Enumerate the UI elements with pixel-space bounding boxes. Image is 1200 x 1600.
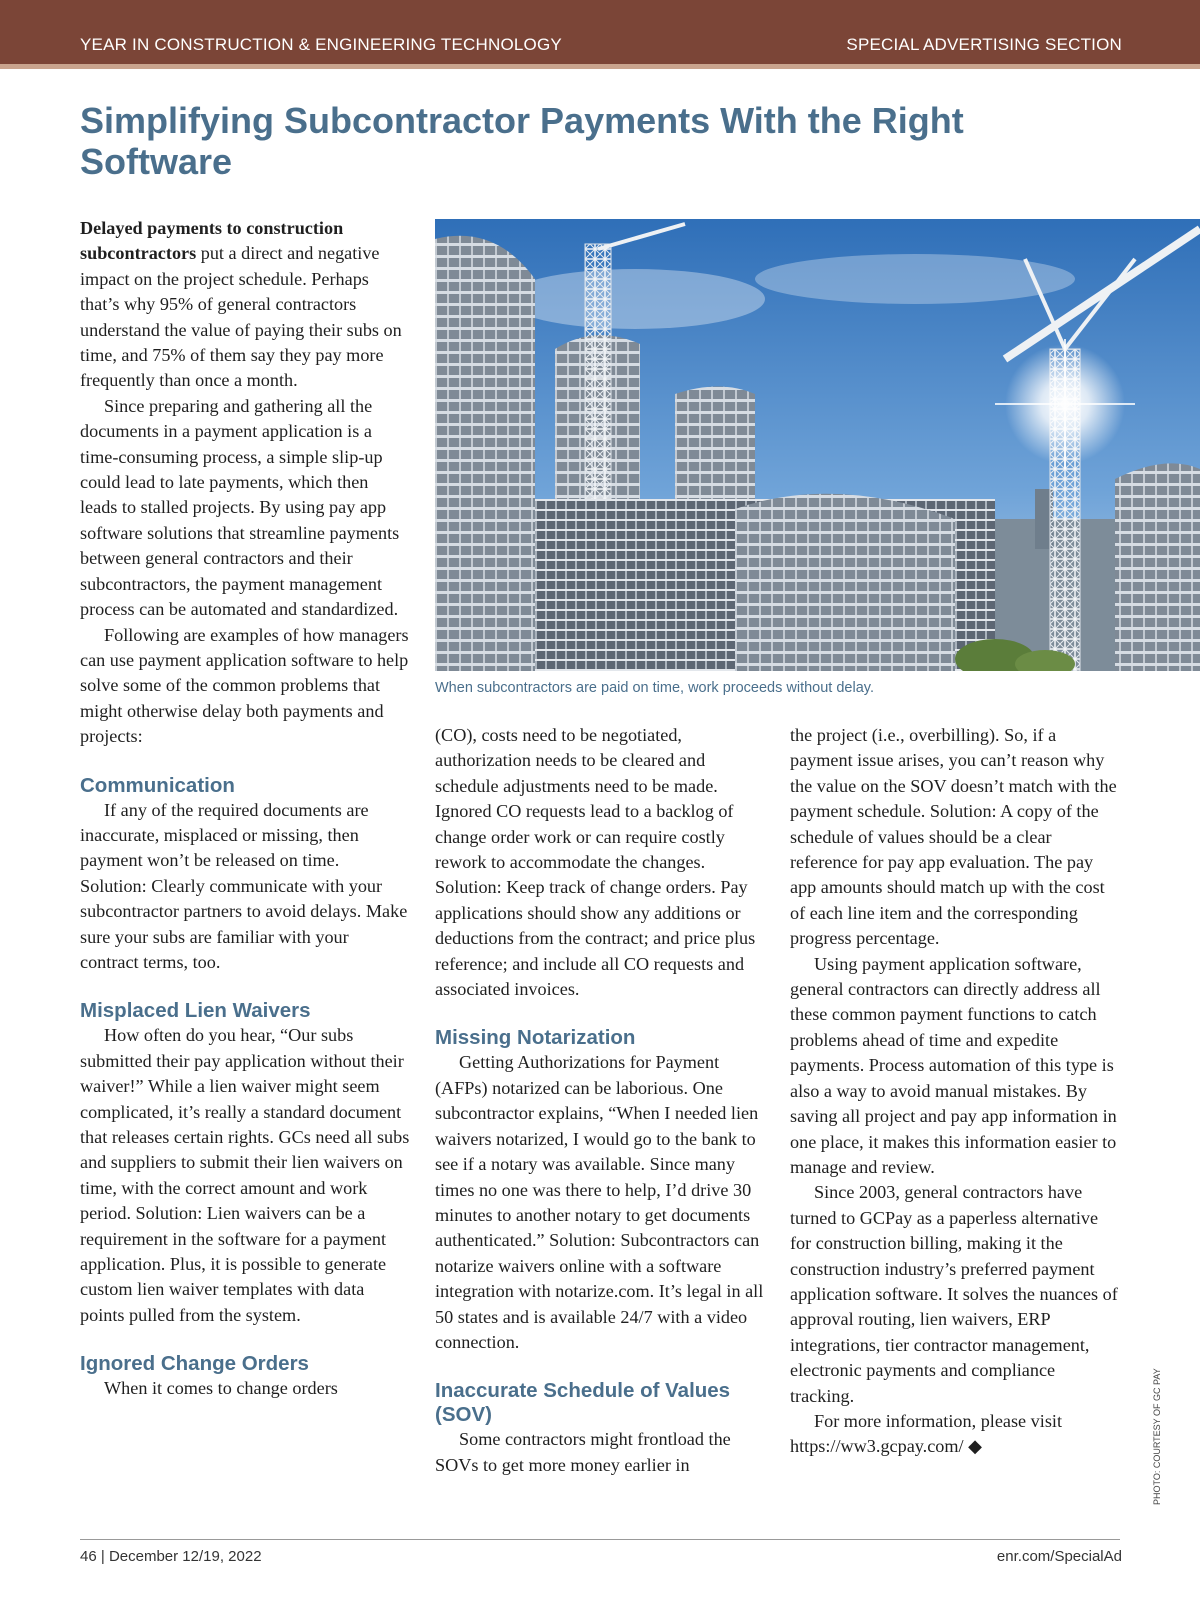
article-title: Simplifying Subcontractor Payments With the Right Software (80, 100, 964, 182)
closing-link-paragraph: For more information, please visit https://ww3.gcpay.com/ ◆ (790, 1410, 1063, 1457)
body-paragraph: the project (i.e., overbilling). So, if a payment issue arises, you can’t reason why the value on the SOV doesn’t match with the payment schedule. Solution: A copy of the schedule of values should be a clear reference for pay app evaluation. The pay app amounts should match up with the cost of each line item and the corresponding progress percentage. (790, 725, 1117, 949)
section-title: YEAR IN CONSTRUCTION & ENGINEERING TECHNOLOGY (80, 35, 562, 54)
subheading-notarization: Missing Notarization (435, 1026, 636, 1050)
subheading-schedule-of-values: Inaccurate Schedule of Values (SOV) (435, 1379, 731, 1427)
article-column-1 (80, 216, 410, 1402)
lead-paragraph (80, 216, 410, 394)
body-paragraph: Using payment application software, general contractors can directly address all these common payment functions to catch problems ahead of time and expedite payments. Process automation of this type is also a way to avoid manual mistakes. By saving all project and pay app information in one place, it makes this information easier to manage and review. (790, 953, 1117, 1177)
page-number: 46 (80, 1548, 97, 1565)
body-paragraph: Since 2003, general contractors have turned to GCPay as a paperless alternative for construction billing, making it the construction industry’s preferred payment application software. It solves the nuances of approval routing, lien waivers, ERP integrations, tier contractor management, electronic payments and compliance tracking. (790, 1182, 1118, 1406)
body-paragraph: Following are examples of how managers can use payment application software to help solve some of the common problems that might otherwise delay both payments and projects: (80, 624, 409, 747)
photo-caption: When subcontractors are paid on time, work proceeds without delay. (435, 680, 874, 696)
body-paragraph: How often do you hear, “Our subs submitted their pay application without their waiver!” While a lien waiver might seem complicated, it’s really a standard document that releases certain rights. GCs need all subs and suppliers to submit their lien waivers on time, with the correct amount and work period. Solution: Lien waivers can be a requirement in the software for a payment application. Plus, it is possible to generate custom lien waiver templates with data points pulled from the system. (80, 1025, 410, 1325)
body-paragraph: If any of the required documents are inaccurate, misplaced or missing, then payment won’t be released on time. Solution: Clearly communicate with your subcontractor partners to avoid delays. Make sure your subs are familiar with your contract terms, too. (80, 799, 408, 972)
body-paragraph: Getting Authorizations for Payment (AFPs) notarized can be laborious. One subcontractor explains, “When I needed lien waivers notarized, I would go to the bank to see if a notary was available. Since many times no one was there to help, I’d drive 30 minutes to another notary to get documents authenticated.” Solution: Subcontractors can notarize waivers online with a software integration with notarize.com. It’s legal in all 50 states and is available 24/7 with a video connection. (435, 1052, 764, 1352)
article-column-3 (790, 723, 1122, 1460)
construction-photo (435, 219, 1200, 671)
site-url: enr.com/SpecialAd (996, 1548, 1122, 1565)
photo-credit: PHOTO: COURTESY OF GC PAY (1152, 1368, 1162, 1505)
subheading-communication: Communication (80, 773, 235, 797)
advertising-label: SPECIAL ADVERTISING SECTION (846, 35, 1122, 54)
page-footer-left (80, 1548, 262, 1565)
header-rule (0, 64, 1200, 69)
section-header-bar (0, 0, 1200, 64)
footer-separator: | (100, 1548, 105, 1565)
body-paragraph: Since preparing and gathering all the documents in a payment application is a time-consuming process, a simple slip-up could lead to late payments, which then leads to stalled projects. By using pay app software solutions that streamline payments between general contractors and their subcontractors, the payment management process can be automated and standardized. (80, 395, 400, 620)
body-paragraph: (CO), costs need to be negotiated, authorization needs to be cleared and schedule adjustments need to be made. Ignored CO requests lead to a backlog of change order work or can require costly rework to accommodate the changes. Solution: Keep track of change orders. Pay applications should show any additions or deductions from the contract; and price plus reference; and include all CO requests and associated invoices. (435, 725, 756, 1000)
lead-text: put a direct and negative impact on the project schedule. Perhaps that’s why 95% of general contractors understand the value of paying their subs on time, and 75% of them say they pay more frequently than once a month. (80, 243, 402, 391)
article-column-2 (435, 723, 767, 1478)
body-paragraph: Some contractors might frontload the SOVs to get more money earlier in (435, 1429, 731, 1475)
issue-date: December 12/19, 2022 (108, 1548, 262, 1565)
footer-rule (80, 1539, 1120, 1540)
subheading-change-orders: Ignored Change Orders (80, 1352, 309, 1376)
body-paragraph: When it comes to change orders (104, 1378, 338, 1399)
lead-bold-text: Delayed payments to construction subcontractors (80, 218, 344, 264)
subheading-lien-waivers: Misplaced Lien Waivers (80, 999, 311, 1023)
